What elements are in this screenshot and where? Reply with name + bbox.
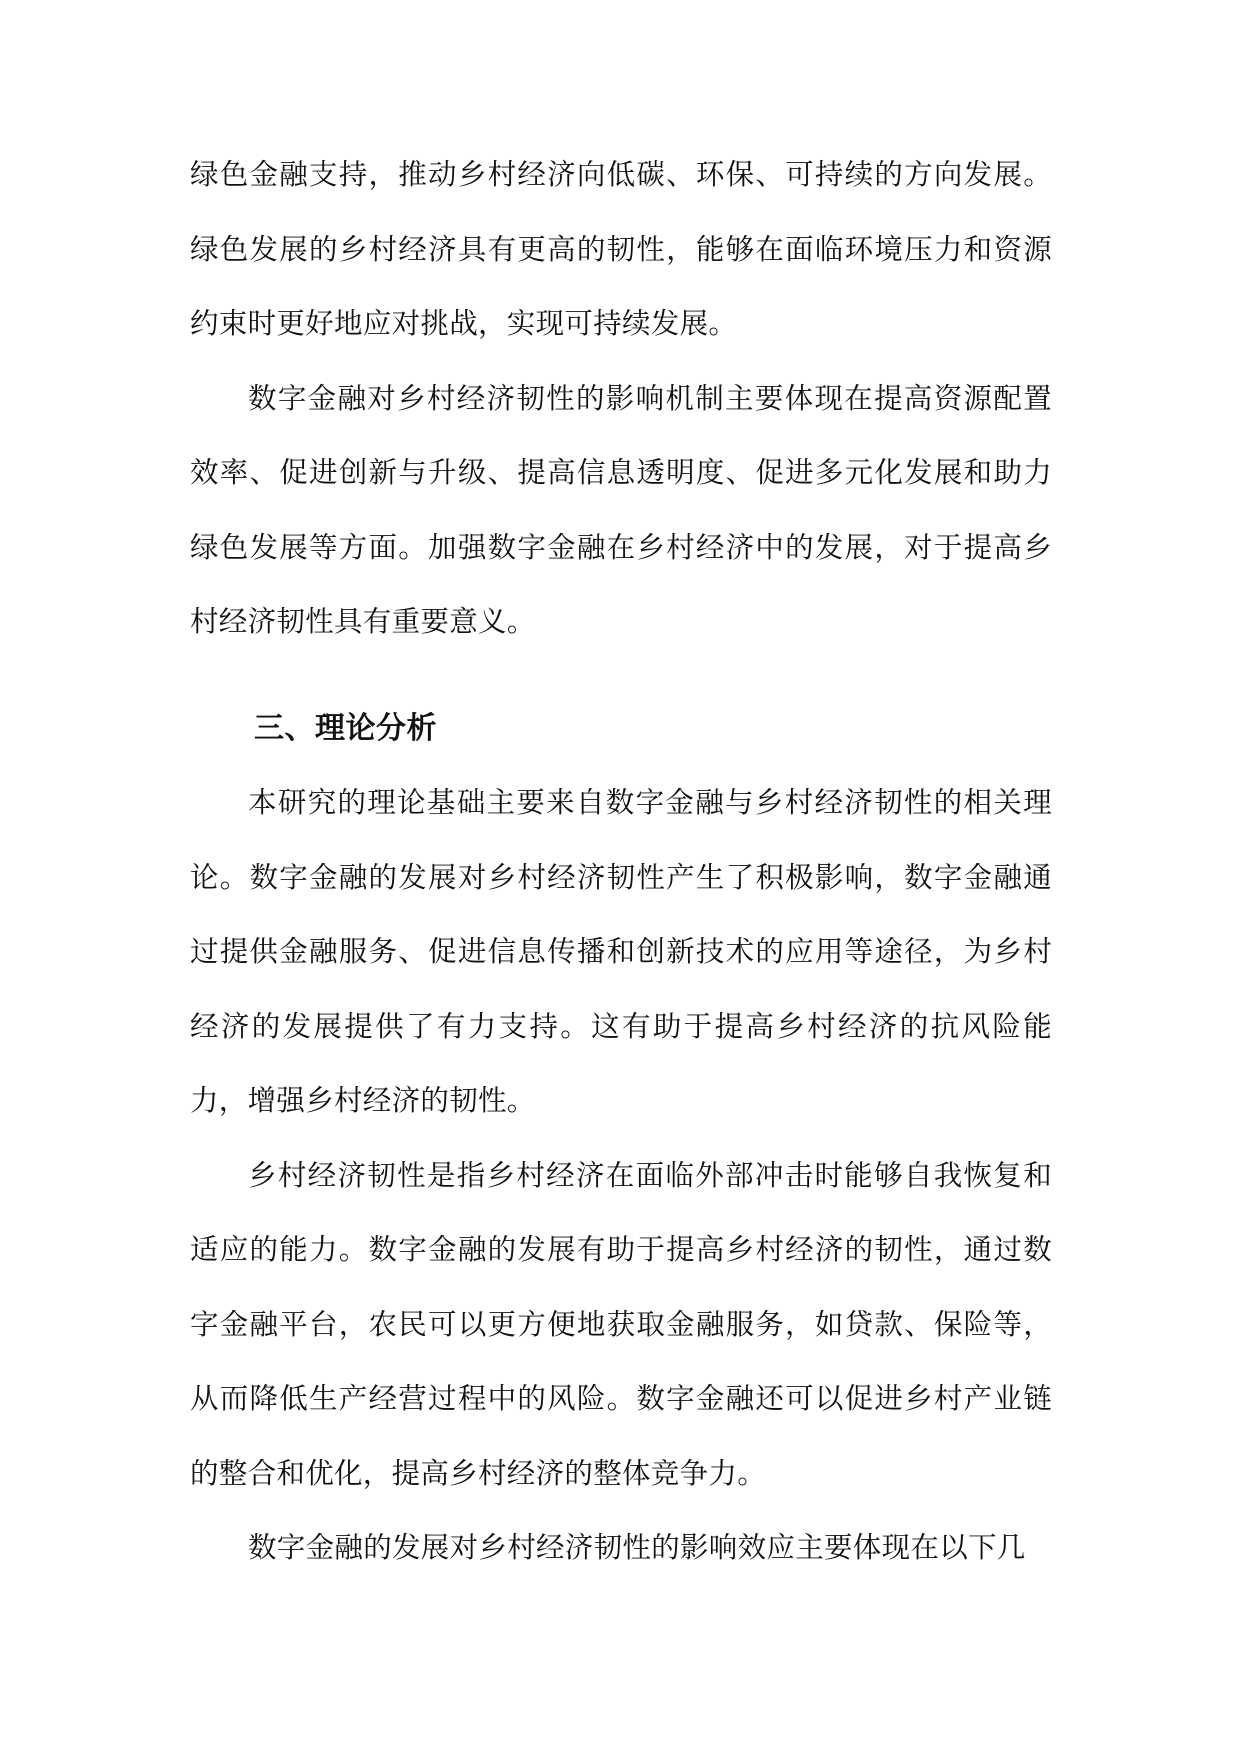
paragraph-effects-intro: 数字金融的发展对乡村经济韧性的影响效应主要体现在以下几 xyxy=(248,1531,1026,1564)
paragraph-mechanism-summary: 数字金融对乡村经济韧性的影响机制主要体现在提高资源配置效率、促进创新与升级、提高信息透明度、促进多元化发展和助力绿色发展等方面。加强数字金融在乡村经济中的发展，对于提高乡村经济韧性具有重要意义。 xyxy=(190,381,1052,638)
paragraph-theory-basis: 本研究的理论基础主要来自数字金融与乡村经济韧性的相关理论。数字金融的发展对乡村经济韧性产生了积极影响，数字金融通过提供金融服务、促进信息传播和创新技术的应用等途径，为乡村经济的发展提供了有力支持。这有助于提高乡村经济的抗风险能力，增强乡村经济的韧性。 xyxy=(190,786,1052,1117)
section-heading-theory-analysis: 三、理论分析 xyxy=(254,710,437,746)
paragraph-green-development: 绿色金融支持，推动乡村经济向低碳、环保、可持续的方向发展。绿色发展的乡村经济具有更高的韧性，能够在面临环境压力和资源约束时更好地应对挑战，实现可持续发展。 xyxy=(190,158,1052,340)
paragraph-resilience-definition: 乡村经济韧性是指乡村经济在面临外部冲击时能够自我恢复和适应的能力。数字金融的发展有助于提高乡村经济的韧性，通过数字金融平台，农民可以更方便地获取金融服务，如贷款、保险等，从而降低生产经营过程中的风险。数字金融还可以促进乡村产业链的整合和优化，提高乡村经济的整体竞争力。 xyxy=(190,1158,1052,1490)
document-body xyxy=(190,138,1052,1586)
